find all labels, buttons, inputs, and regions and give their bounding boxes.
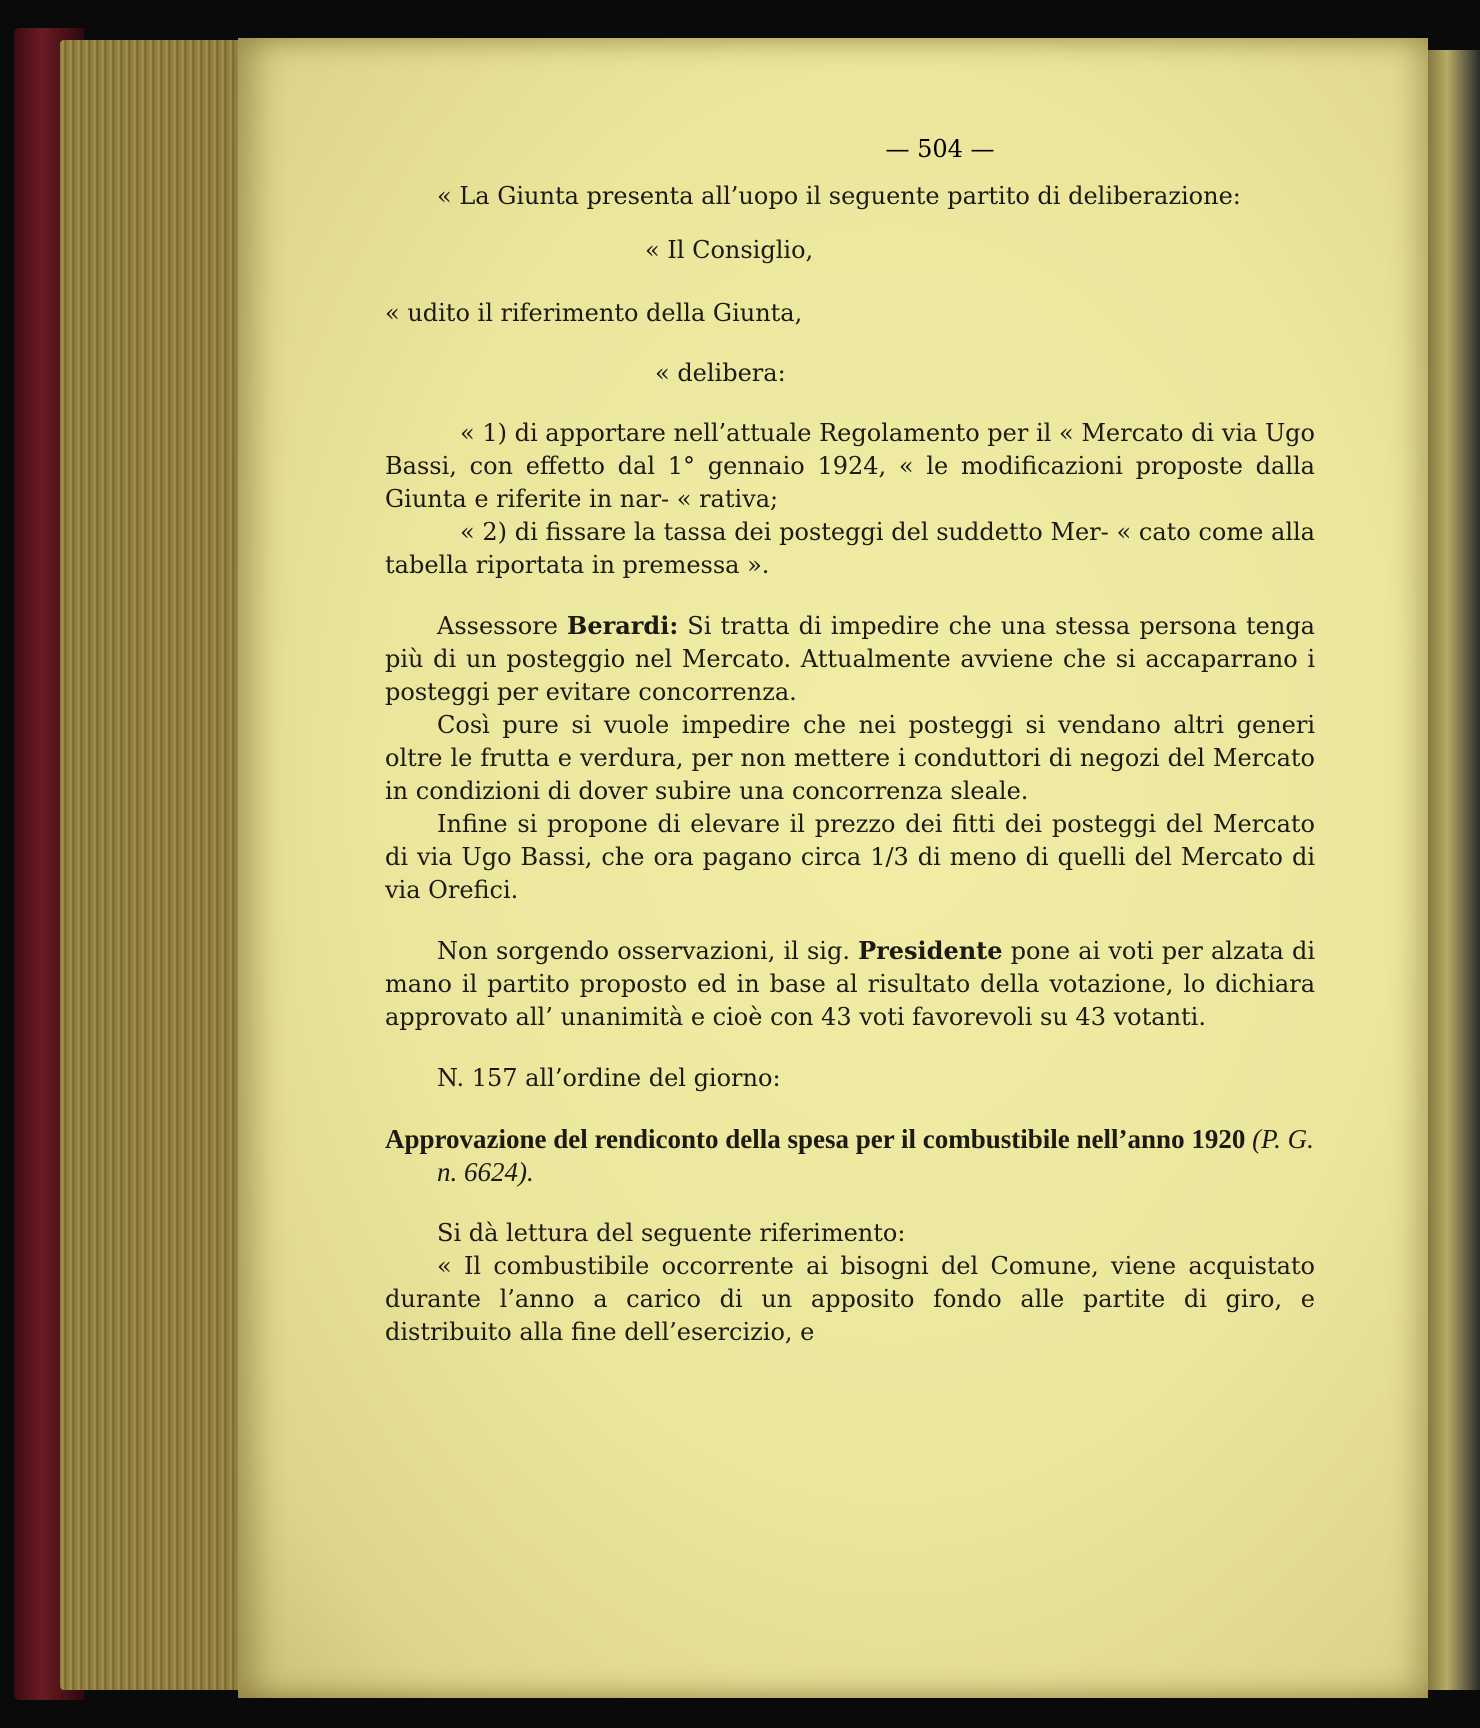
paragraph-12: Si dà lettura del seguente riferimento:: [437, 1219, 906, 1247]
body-text: [385, 180, 1315, 1349]
paragraph-3: « udito il riferimento della Giunta,: [385, 299, 803, 327]
paragraph-7: [385, 609, 1315, 709]
speaker-name: Berardi:: [567, 611, 679, 640]
heading-reference: (P. G. n. 6624).: [437, 1124, 1314, 1187]
paragraph-10-prefix: Non sorgendo osservazioni, il sig.: [437, 937, 859, 965]
paragraph-10: [385, 934, 1315, 1034]
section-heading: [385, 1123, 1315, 1189]
paragraph-10-text: pone ai voti per alzata di mano il partito proposto ed in base al risultato della votazione, lo dichiara approvato all’ unanimità e cioè con 43 voti favorevoli su 43 votanti.: [385, 937, 1315, 1031]
book-cover-right: [1420, 50, 1480, 1690]
paragraph-4: « delibera:: [655, 359, 786, 387]
paragraph-1: « La Giunta presenta all’uopo il seguente partito di deliberazione:: [437, 182, 1241, 210]
paragraph-2: « Il Consiglio,: [645, 236, 814, 264]
paragraph-6: « 2) di fissare la tassa dei posteggi del suddetto Mer- « cato come alla tabella riportata in premessa ».: [385, 518, 1315, 579]
page-number: — 504 —: [885, 135, 995, 163]
paragraph-7-text: Si tratta di impedire che una stessa persona tenga più di un posteggio nel Mercato. Attualmente avviene che si accaparrano i posteggi per evitare concorrenza.: [385, 612, 1315, 706]
page-edges: [60, 40, 245, 1690]
paragraph-11: N. 157 all’ordine del giorno:: [437, 1064, 781, 1092]
president-name: Presidente: [858, 936, 1003, 965]
heading-text: Approvazione del rendiconto della spesa per il combustibile nell’anno 1920: [385, 1124, 1253, 1154]
paragraph-5: « 1) di apportare nell’attuale Regolamento per il « Mercato di via Ugo Bassi, con effetto dal 1° gennaio 1924, « le modificazioni proposte dalla Giunta e riferite in nar- « rativa;: [385, 419, 1315, 513]
paragraph-9: Infine si propone di elevare il prezzo dei fitti dei posteggi del Mercato di via Ugo Bassi, che ora pagano circa 1/3 di meno di quelli del Mercato di via Orefici.: [385, 810, 1315, 904]
paragraph-13: « Il combustibile occorrente ai bisogni del Comune, viene acquistato durante l’anno a carico di un apposito fondo alle partite di giro, e distribuito alla fine dell’esercizio, e: [385, 1252, 1315, 1346]
paragraph-7-prefix: Assessore: [437, 612, 568, 640]
paragraph-8: Così pure si vuole impedire che nei posteggi si vendano altri generi oltre le frutta e verdura, per non mettere i conduttori di negozi del Mercato in condizioni di dover subire una concorrenza sleale.: [385, 711, 1315, 805]
